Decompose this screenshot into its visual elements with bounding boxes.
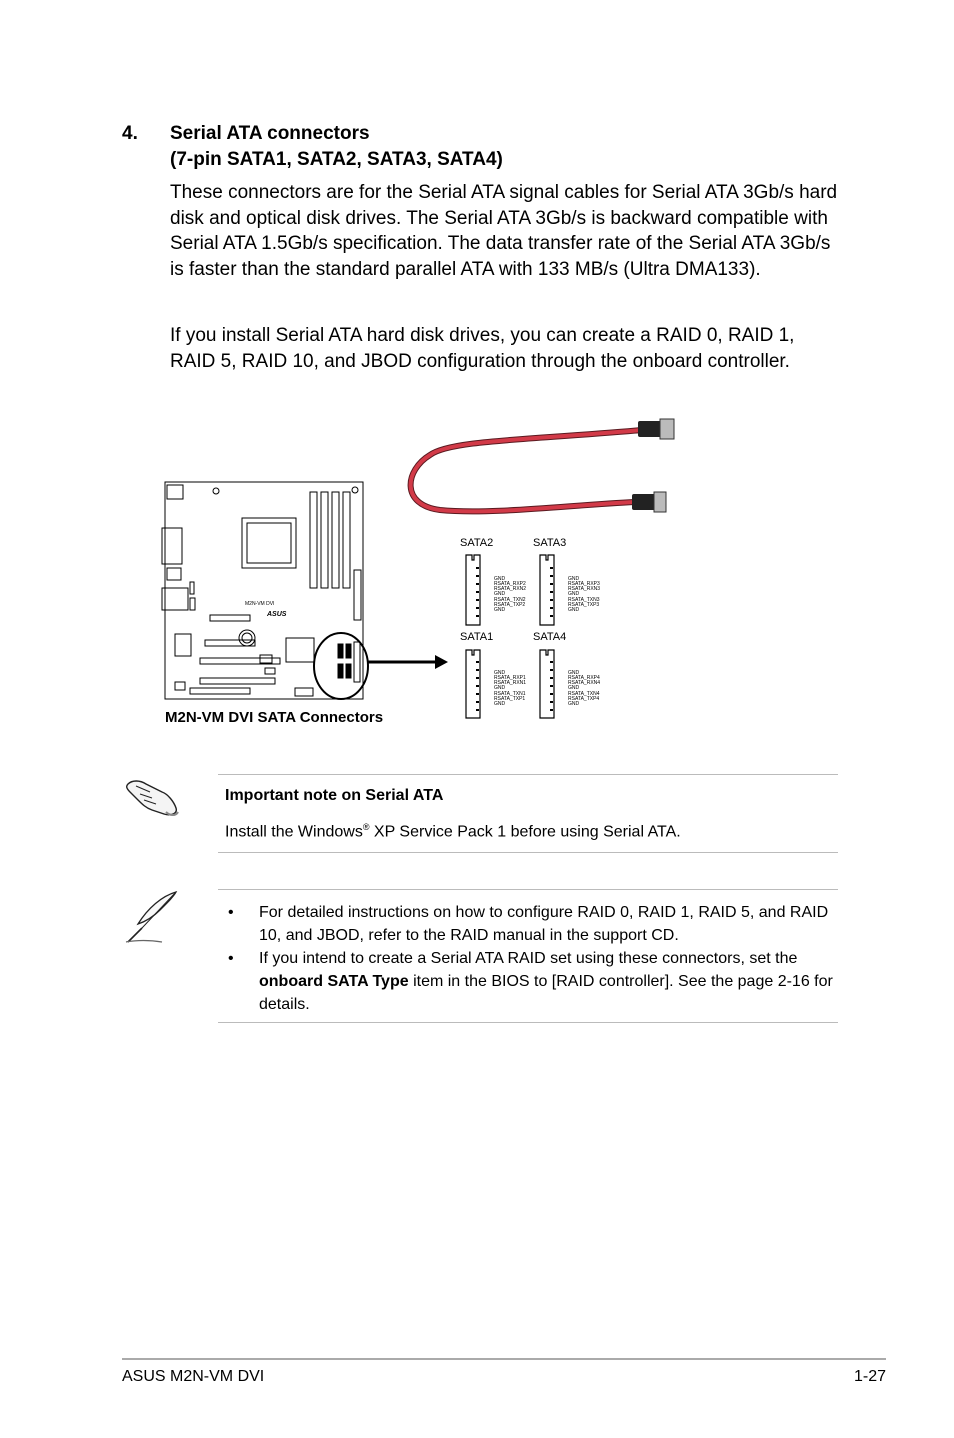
tip-item: • If you intend to create a Serial ATA RAID set using these connectors, set the onboard SATA Type item in the BIOS to [RAID controller]. See the page 2-16 for details. — [225, 947, 835, 1016]
connector-sata3 — [540, 555, 554, 625]
connector-sata4 — [540, 650, 554, 718]
tips-note-box — [218, 889, 838, 1023]
cable-path — [411, 430, 642, 511]
sata4-pin-list: GND RSATA_RXP4 RSATA_RXN4 GND RSATA_TXN4 RSATA_TXP4 GND — [568, 669, 601, 708]
motherboard-outline — [162, 482, 363, 699]
figure-caption: M2N-VM DVI SATA Connectors — [165, 709, 384, 726]
board-brand-label: ASUS — [267, 611, 287, 618]
page-number: 1-27 — [853, 1368, 886, 1385]
important-note-title: Important note on Serial ATA — [225, 787, 444, 804]
important-note-text: Install the Windows® XP Service Pack 1 before using Serial ATA. — [225, 822, 681, 841]
tips-list — [225, 901, 835, 1016]
footer-product-name: ASUS M2N-VM DVI — [122, 1368, 265, 1385]
sata3-pin-list: GND RSATA_RXP3 RSATA_RXN3 GND RSATA_TXN3 RSATA_TXP3 GND — [568, 575, 601, 614]
section-title: Serial ATA connectors — [170, 123, 370, 144]
sata1-pin-list: GND RSATA_RXP1 RSATA_RXN1 GND RSATA_TXN1 RSATA_TXP1 GND — [494, 669, 527, 708]
sata4-label: SATA4 — [533, 631, 567, 643]
footer-divider — [122, 1358, 886, 1360]
bios-item-name: onboard SATA Type — [259, 973, 409, 990]
arrow-head-icon — [435, 655, 448, 669]
sata-cable-illustration — [411, 419, 674, 512]
sata1-label: SATA1 — [460, 631, 494, 643]
motherboard-diagram — [150, 410, 690, 740]
sata2-pin-list: GND RSATA_RXP2 RSATA_RXN2 GND RSATA_TXN2 RSATA_TXP2 GND — [494, 575, 527, 614]
sata-connector-figure — [150, 410, 690, 740]
sata2-label: SATA2 — [460, 537, 494, 549]
connector-sata1 — [466, 650, 480, 718]
sata3-label: SATA3 — [533, 537, 567, 549]
section-subtitle: (7-pin SATA1, SATA2, SATA3, SATA4) — [170, 149, 503, 170]
description-paragraph: These connectors are for the Serial ATA signal cables for Serial ATA 3Gb/s hard disk and optical disk drives. The Serial ATA 3Gb/s is backward compatible with Serial ATA 1.5Gb/s specification. The data transfer rate of the Serial ATA 3Gb/s is faster than the standard parallel ATA with 133 MB/s (Ultra DMA133). — [170, 182, 838, 280]
hand-icon — [122, 772, 182, 832]
quill-pen-icon — [122, 888, 182, 948]
raid-paragraph: If you install Serial ATA hard disk drives, you can create a RAID 0, RAID 1, RAID 5, RAID 10, and JBOD configuration through the onboard controller. — [170, 325, 795, 372]
connector-sata2 — [466, 555, 480, 625]
board-model-label: M2N-VM DVI — [245, 601, 275, 607]
tip-item: • For detailed instructions on how to configure RAID 0, RAID 1, RAID 5, and RAID 10, and JBOD, refer to the RAID manual in the support CD. — [225, 901, 835, 947]
section-number: 4. — [122, 123, 138, 144]
important-note-box — [218, 774, 838, 853]
